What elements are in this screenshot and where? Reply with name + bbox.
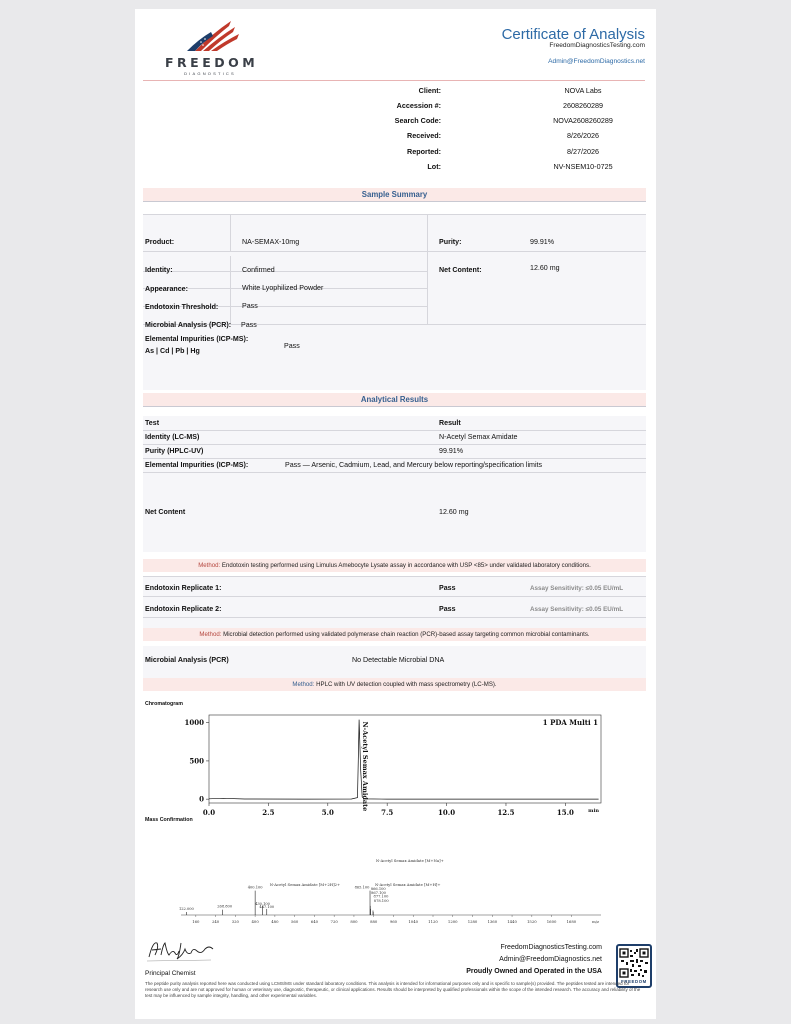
accession-value: 2608260289 [563,101,603,110]
mass-x-tick-label: 960 [389,919,398,924]
purity-test: Purity (HPLC-UV) [145,447,204,455]
mass-x-unit: m/z [592,919,599,924]
mass-peak-label: 122.000 [178,906,194,911]
chromatogram-peak-label: N-Acetyl Semax Amidate [361,721,370,812]
chromatogram-x-tick-label: 10.0 [438,808,456,817]
accession-label: Accession #: [396,101,441,110]
net-content-test: Net Content [145,508,186,516]
mass-x-tick-label: 320 [231,919,239,924]
mass-peak-label: 877.100 [373,894,389,899]
method-text: HPLC with UV detection coupled with mass spectrometry (LC-MS). [314,681,497,688]
mass-peak-label: 867.100 [371,890,386,895]
reported-row [135,147,656,161]
endotoxin-threshold-label: Endotoxin Threshold: [145,303,219,311]
net-content-result: 12.60 mg [439,508,469,516]
sample-summary-header: Sample Summary [143,188,646,202]
search-code-row [135,116,656,130]
client-row [135,86,656,100]
reported-value: 8/27/2026 [567,147,599,156]
brand-subtitle: DIAGNOSTICS [184,71,236,76]
mass-x-tick-label: 1360 [487,919,498,924]
mass-x-tick-label: 640 [310,919,319,924]
page-title: Certificate of Analysis [501,26,645,43]
endotoxin-replicates-panel [143,576,646,629]
identity-test: Identity (LC-MS) [145,433,200,441]
received-value: 8/26/2026 [567,131,599,140]
search-code-label: Search Code: [394,116,441,125]
lot-label: Lot: [427,162,441,171]
client-label: Client: [418,86,441,95]
mass-peak-label: 447.100 [259,904,275,909]
endotoxin-threshold-value: Pass [242,302,258,310]
flag-swoosh-icon [165,15,255,55]
sample-summary-panel [143,214,646,390]
microbial-value: Pass [241,321,257,329]
identity-result: N-Acetyl Semax Amidate [439,433,518,441]
microbial-result-label: Microbial Analysis (PCR) [145,656,229,664]
microbial-method-note [143,628,646,641]
reported-label: Reported: [407,147,441,156]
identity-label: Identity: [145,266,173,274]
product-label: Product: [145,238,175,246]
header-email[interactable]: Admin@FreedomDiagnostics.net [548,58,645,65]
accession-row [135,101,656,115]
appearance-value: White Lyophilized Powder [242,284,324,292]
mass-annotation: N-Acetyl Semax Amidate [M+Na]+ [375,857,444,863]
received-label: Received: [407,131,441,140]
elemental-label: Elemental Impurities (ICP-MS): [145,335,249,343]
hplc-method-note [143,678,646,691]
search-code-value: NOVA2608260289 [553,116,613,125]
chromatogram-y-tick-label: 500 [189,756,204,766]
analytical-results-panel [143,416,646,552]
chromatogram-y-tick-label: 1000 [184,718,204,728]
mass-x-tick-label: 560 [291,919,299,924]
endotoxin-replicate-1-label: Endotoxin Replicate 1: [145,584,222,592]
mass-x-tick-label: 880 [370,919,378,924]
microbial-result-value: No Detectable Microbial DNA [352,656,445,664]
signature-image [145,937,215,963]
mass-x-tick-label: 1200 [447,919,458,924]
mass-peak-label: 400.100 [247,885,263,890]
endotoxin-replicate-2-result: Pass [439,605,456,613]
qr-brand-label: FREEDOM [621,979,647,984]
mass-x-tick-label: 160 [192,919,200,924]
mass-x-tick-label: 1600 [546,919,557,924]
mass-x-tick-label: 800 [350,919,358,924]
net-content-value: 12.60 mg [530,264,560,272]
mass-peak-label: 878.100 [373,898,389,903]
mass-peak-label: 866.100 [370,886,386,891]
mass-x-tick-label: 480 [271,919,279,924]
signer-role: Principal Chemist [145,970,196,977]
footer-email[interactable]: Admin@FreedomDiagnostics.net [499,956,602,963]
product-value: NA-SEMAX-10mg [242,238,300,246]
mass-x-tick-label: 1280 [467,919,478,924]
mass-x-tick-label: 720 [330,919,338,924]
chromatogram-chart [165,711,635,819]
mass-confirmation-label: Mass Confirmation [145,817,193,823]
net-content-label: Net Content: [439,266,482,274]
endotoxin-replicate-2-sensitivity: Assay Sensitivity: ≤0.05 EU/mL [530,606,624,613]
chromatogram-x-tick-label: 15.0 [556,808,574,817]
mass-peak-label: 268.800 [217,904,233,909]
mass-annotation: N-Acetyl Semax Amidate [M+H]+ [374,882,441,888]
mass-x-tick-label: 1680 [566,919,577,924]
client-value: NOVA Labs [564,86,602,95]
footer-website[interactable]: FreedomDiagnosticsTesting.com [500,944,602,951]
chromatogram-x-unit: min [588,808,599,814]
brand-name: FREEDOM [165,55,259,70]
header-website[interactable]: FreedomDiagnosticsTesting.com [549,42,645,49]
purity-result: 99.91% [439,447,464,455]
method-prefix: Method: [198,562,221,569]
mass-x-tick-label: 1120 [428,919,438,924]
microbial-result-panel [143,646,646,679]
endotoxin-replicate-1-result: Pass [439,584,456,592]
chromatogram-plot-frame [209,715,601,803]
method-text: Endotoxin testing performed using Limulus Amebocyte Lysate assay in accordance with USP <85> under validated laboratory conditions. [220,562,591,569]
chromatogram-x-tick-label: 5.0 [321,808,334,817]
chromatogram-x-tick-label: 2.5 [262,808,275,817]
disclaimer-text: The peptide purity analysis reported here was conducted using LCMS/MS under standard laboratory conditions. This analysis is intended for informational purposes only and is specific to sample(s) provided. The peptides tested are intended for research use only and are not approved for human or veterinary use, diagnostic, therapeutic, or clinical applications. Results should be interpreted by qualified professionals within the scope of the intended research. The accuracy and reliability of the test may be influenced by sample integrity, handling, and other experimental variables. [145,981,641,998]
chromatogram-x-tick-label: 7.5 [381,808,394,817]
mass-peak-label: 430.100 [255,901,270,906]
chromatogram-legend-label: 1 PDA Multi 1 [542,718,598,727]
lot-row [135,162,656,176]
mass-spectrum-chart [177,835,607,927]
mass-peak-label: 865.100 [354,885,370,890]
test-column-header: Test [145,419,160,427]
elemental-result: Pass — Arsenic, Cadmium, Lead, and Mercury below reporting/specification limits [285,461,543,469]
mass-x-tick-label: 400 [251,919,259,924]
method-prefix: Method: [199,631,222,638]
chromatogram-y-tick-label: 0 [199,794,204,804]
mass-annotation: N-Acetyl Semax Amidate [M+2H]2+ [269,882,341,888]
mass-x-tick-label: 1520 [526,919,537,924]
method-prefix: Method: [292,681,315,688]
lot-value: NV-NSEM10-0725 [553,162,613,171]
method-text: Microbial detection performed using validated polymerase chain reaction (PCR)-based assay targeting common microbial contaminants. [221,631,590,638]
footer-tagline: Proudly Owned and Operated in the USA [466,968,602,975]
mass-x-tick-label: 1440 [507,919,517,924]
chromatogram-x-tick-label: 0.0 [202,808,216,817]
microbial-label: Microbial Analysis (PCR): [145,321,232,329]
received-row [135,131,656,145]
chromatogram-x-tick-label: 12.5 [497,808,515,817]
appearance-label: Appearance: [145,285,188,293]
endotoxin-replicate-1-sensitivity: Assay Sensitivity: ≤0.05 EU/mL [530,585,624,592]
certificate-page [135,9,656,1019]
identity-value: Confirmed [242,266,275,274]
purity-value: 99.91% [530,238,555,246]
chromatogram-label: Chromatogram [145,701,183,707]
endotoxin-method-note [143,559,646,572]
freedom-logo [165,15,259,77]
analytical-results-header: Analytical Results [143,393,646,407]
mass-x-tick-label: 1040 [408,919,419,924]
qr-code-icon [618,948,650,978]
elemental-value: Pass [284,342,300,350]
endotoxin-replicate-2-label: Endotoxin Replicate 2: [145,605,222,613]
elemental-test: Elemental Impurities (ICP-MS): [145,461,249,469]
chromatogram-series-line [209,720,599,800]
elemental-sublabel: As | Cd | Pb | Hg [145,347,200,355]
header-divider [143,80,645,81]
result-column-header: Result [439,419,461,427]
mass-x-tick-label: 240 [211,919,220,924]
purity-label: Purity: [439,238,462,246]
